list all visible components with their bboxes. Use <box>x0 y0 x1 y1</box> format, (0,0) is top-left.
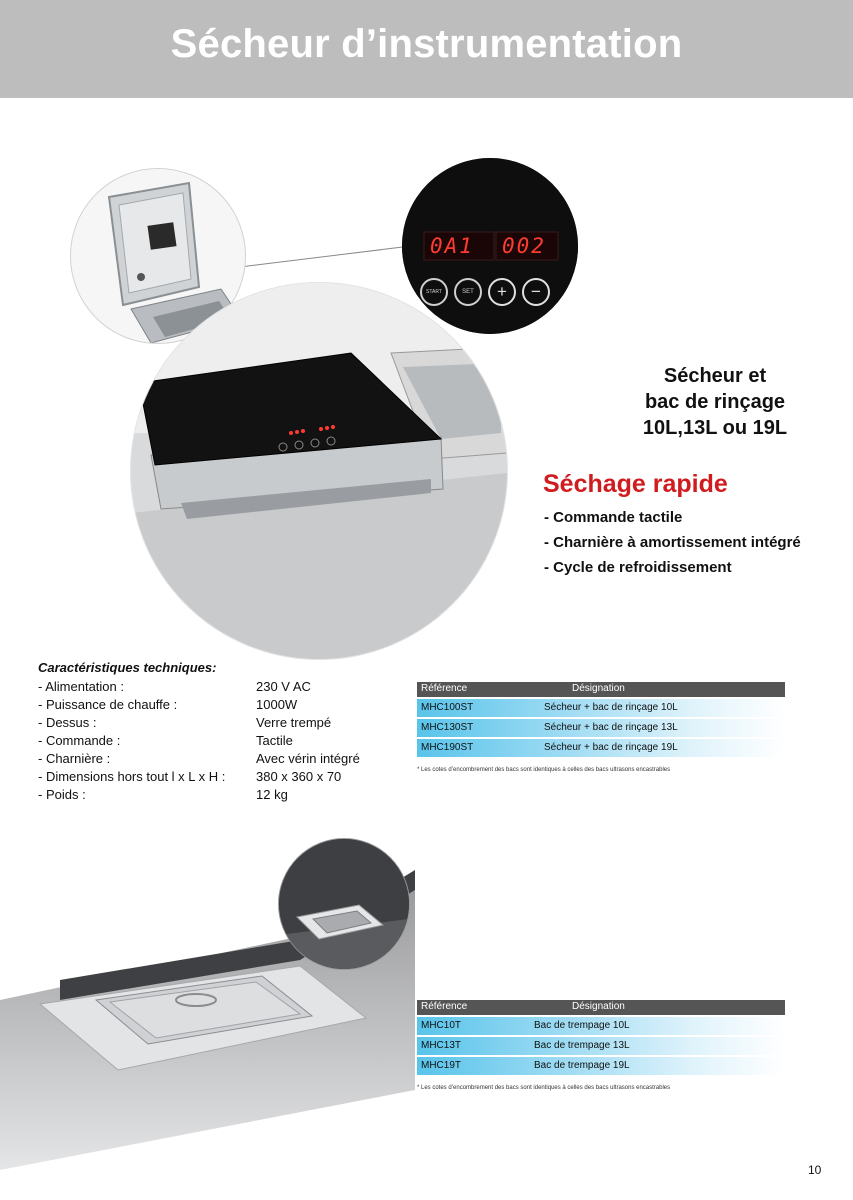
control-panel-photo <box>402 158 578 334</box>
reference-table-dryer <box>417 682 785 757</box>
feature-list <box>544 505 801 580</box>
page-header <box>0 0 853 98</box>
plus-icon: + <box>497 282 507 301</box>
table-row: MHC19T Bac de trempage 19L <box>417 1057 785 1075</box>
connector-line <box>244 246 407 267</box>
page-title: Sécheur d’instrumentation <box>170 22 683 66</box>
plus-button[interactable] <box>488 278 516 306</box>
list-item: - Cycle de refroidissement <box>544 559 732 576</box>
spec-row: - Dessus : Verre trempé <box>38 715 332 730</box>
spec-row: - Poids : 12 kg <box>38 787 288 802</box>
spec-row: - Commande : Tactile <box>38 733 293 748</box>
page-number: 10 <box>808 1163 822 1177</box>
table-header: Référence Désignation <box>417 1000 785 1015</box>
table-row: MHC130ST Sécheur + bac de rinçage 13L <box>417 719 785 737</box>
spec-row: - Puissance de chauffe : 1000W <box>38 697 298 712</box>
table-header: Référence Désignation <box>417 682 785 697</box>
basin-detail-photo <box>278 838 410 970</box>
start-button[interactable]: START <box>420 278 448 306</box>
reference-table-soaking <box>417 1000 785 1075</box>
control-panel-bg <box>402 158 578 334</box>
basin-illustration <box>279 839 409 969</box>
list-item: - Commande tactile <box>544 509 683 526</box>
feature-headline: Séchage rapide <box>543 470 728 498</box>
display-left: 0A1 <box>430 234 474 258</box>
dryer-main-photo <box>130 282 508 660</box>
minus-icon: − <box>531 282 541 301</box>
table-row: MHC100ST Sécheur + bac de rinçage 10L <box>417 699 785 717</box>
display-right: 002 <box>502 234 546 258</box>
minus-button[interactable] <box>522 278 550 306</box>
table-row: MHC190ST Sécheur + bac de rinçage 19L <box>417 739 785 757</box>
specs-heading: Caractéristiques techniques: <box>38 660 217 675</box>
table-footnote: * Les cotes d’encombrement des bacs sont identiques à celles des bacs ultrasons encastrables <box>417 1085 671 1091</box>
list-item: - Charnière à amortissement intégré <box>544 534 801 551</box>
table-footnote: * Les cotes d’encombrement des bacs sont identiques à celles des bacs ultrasons encastrables <box>417 767 671 773</box>
table-row: MHC13T Bac de trempage 13L <box>417 1037 785 1055</box>
set-button[interactable]: SET <box>454 278 482 306</box>
spec-row: - Charnière : Avec vérin intégré <box>38 751 360 766</box>
dryer-illustration <box>131 283 507 659</box>
spec-row: - Alimentation : 230 V AC <box>38 679 311 694</box>
spec-row: - Dimensions hors tout l x L x H : 380 x 360 x 70 <box>38 769 342 784</box>
table-row: MHC10T Bac de trempage 10L <box>417 1017 785 1035</box>
product-title: Sécheur et bac de rinçage 10L,13L ou 19L <box>642 365 788 439</box>
